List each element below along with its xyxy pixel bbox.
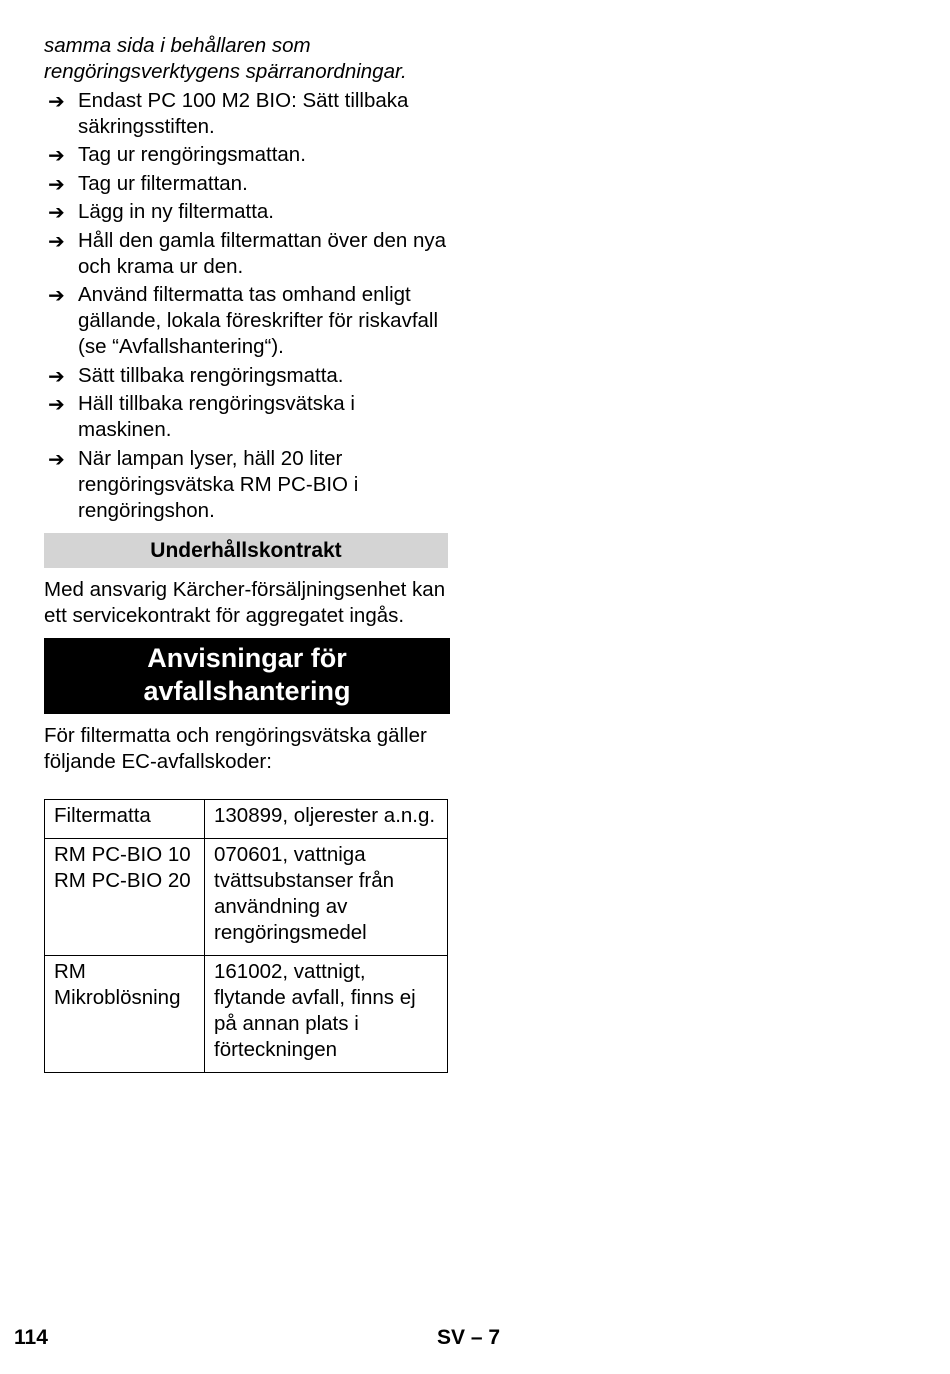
step-text: Tag ur filtermattan.	[78, 171, 248, 195]
list-item	[44, 446, 450, 524]
arrow-right-icon: ➔	[48, 202, 65, 224]
arrow-right-icon: ➔	[48, 173, 65, 196]
step-text: Endast PC 100 M2 BIO: Sätt tillbaka säkringsstiften.	[78, 88, 409, 138]
table-cell-code: 070601, vattniga tvättsubstanser från användning av rengöringsmedel	[205, 838, 448, 955]
maintenance-contract-heading: Underhållskontrakt	[44, 533, 448, 568]
step-list	[44, 88, 450, 524]
arrow-right-icon: ➔	[48, 394, 65, 416]
step-text: Tag ur rengöringsmattan.	[78, 143, 306, 166]
step-text: Häll tillbaka rengöringsvätska i maskinen.	[78, 392, 355, 441]
step-text: När lampan lyser, häll 20 liter rengöringsvätska RM PC-BIO i rengöringshon.	[78, 446, 359, 522]
arrow-right-icon: ➔	[48, 90, 65, 113]
table-row	[45, 838, 448, 955]
table-cell-item: RM Mikroblösning	[45, 955, 205, 1072]
page-number: 114	[14, 1326, 48, 1349]
disposal-text: För filtermatta och rengöringsvätska gäller följande EC-avfallskoder:	[44, 723, 427, 773]
waste-codes-table	[44, 799, 448, 1073]
language-page-label: SV – 7	[437, 1326, 501, 1349]
list-item	[44, 282, 450, 360]
list-item	[44, 391, 450, 443]
list-item	[44, 142, 450, 168]
table-cell-item: Filtermatta	[45, 799, 205, 838]
table-row	[45, 799, 448, 838]
arrow-right-icon: ➔	[48, 145, 65, 167]
list-item	[44, 363, 450, 389]
table-row	[45, 955, 448, 1072]
table-cell-item: RM PC-BIO 10 RM PC-BIO 20	[45, 838, 205, 955]
list-item	[44, 228, 450, 280]
list-item	[44, 88, 450, 140]
step-text: Sätt tillbaka rengöringsmatta.	[78, 363, 344, 387]
step-text: Använd filtermatta tas omhand enligt gällande, lokala föreskrifter för riskavfall (se “Avfallshantering“).	[78, 283, 439, 358]
arrow-right-icon: ➔	[48, 230, 65, 253]
arrow-right-icon: ➔	[48, 365, 65, 388]
list-item	[44, 171, 450, 197]
intro-text: samma sida i behållaren som rengöringsverktygens spärranordningar.	[44, 34, 407, 83]
table-cell-code: 130899, oljerester a.n.g.	[205, 799, 448, 838]
arrow-right-icon: ➔	[48, 285, 65, 307]
content-column	[44, 33, 450, 1073]
disposal-heading: Anvisningar för avfallshantering	[44, 638, 450, 714]
step-text: Lägg in ny filtermatta.	[78, 200, 274, 223]
maintenance-contract-text: Med ansvarig Kärcher-försäljningsenhet kan ett servicekontrakt för aggregatet ingås.	[44, 577, 446, 627]
step-text: Håll den gamla filtermattan över den nya och krama ur den.	[78, 228, 447, 278]
list-item	[44, 199, 450, 225]
table-cell-code: 161002, vattnigt, flytande avfall, finns ej på annan plats i förteckningen	[205, 955, 448, 1072]
arrow-right-icon: ➔	[48, 448, 65, 471]
